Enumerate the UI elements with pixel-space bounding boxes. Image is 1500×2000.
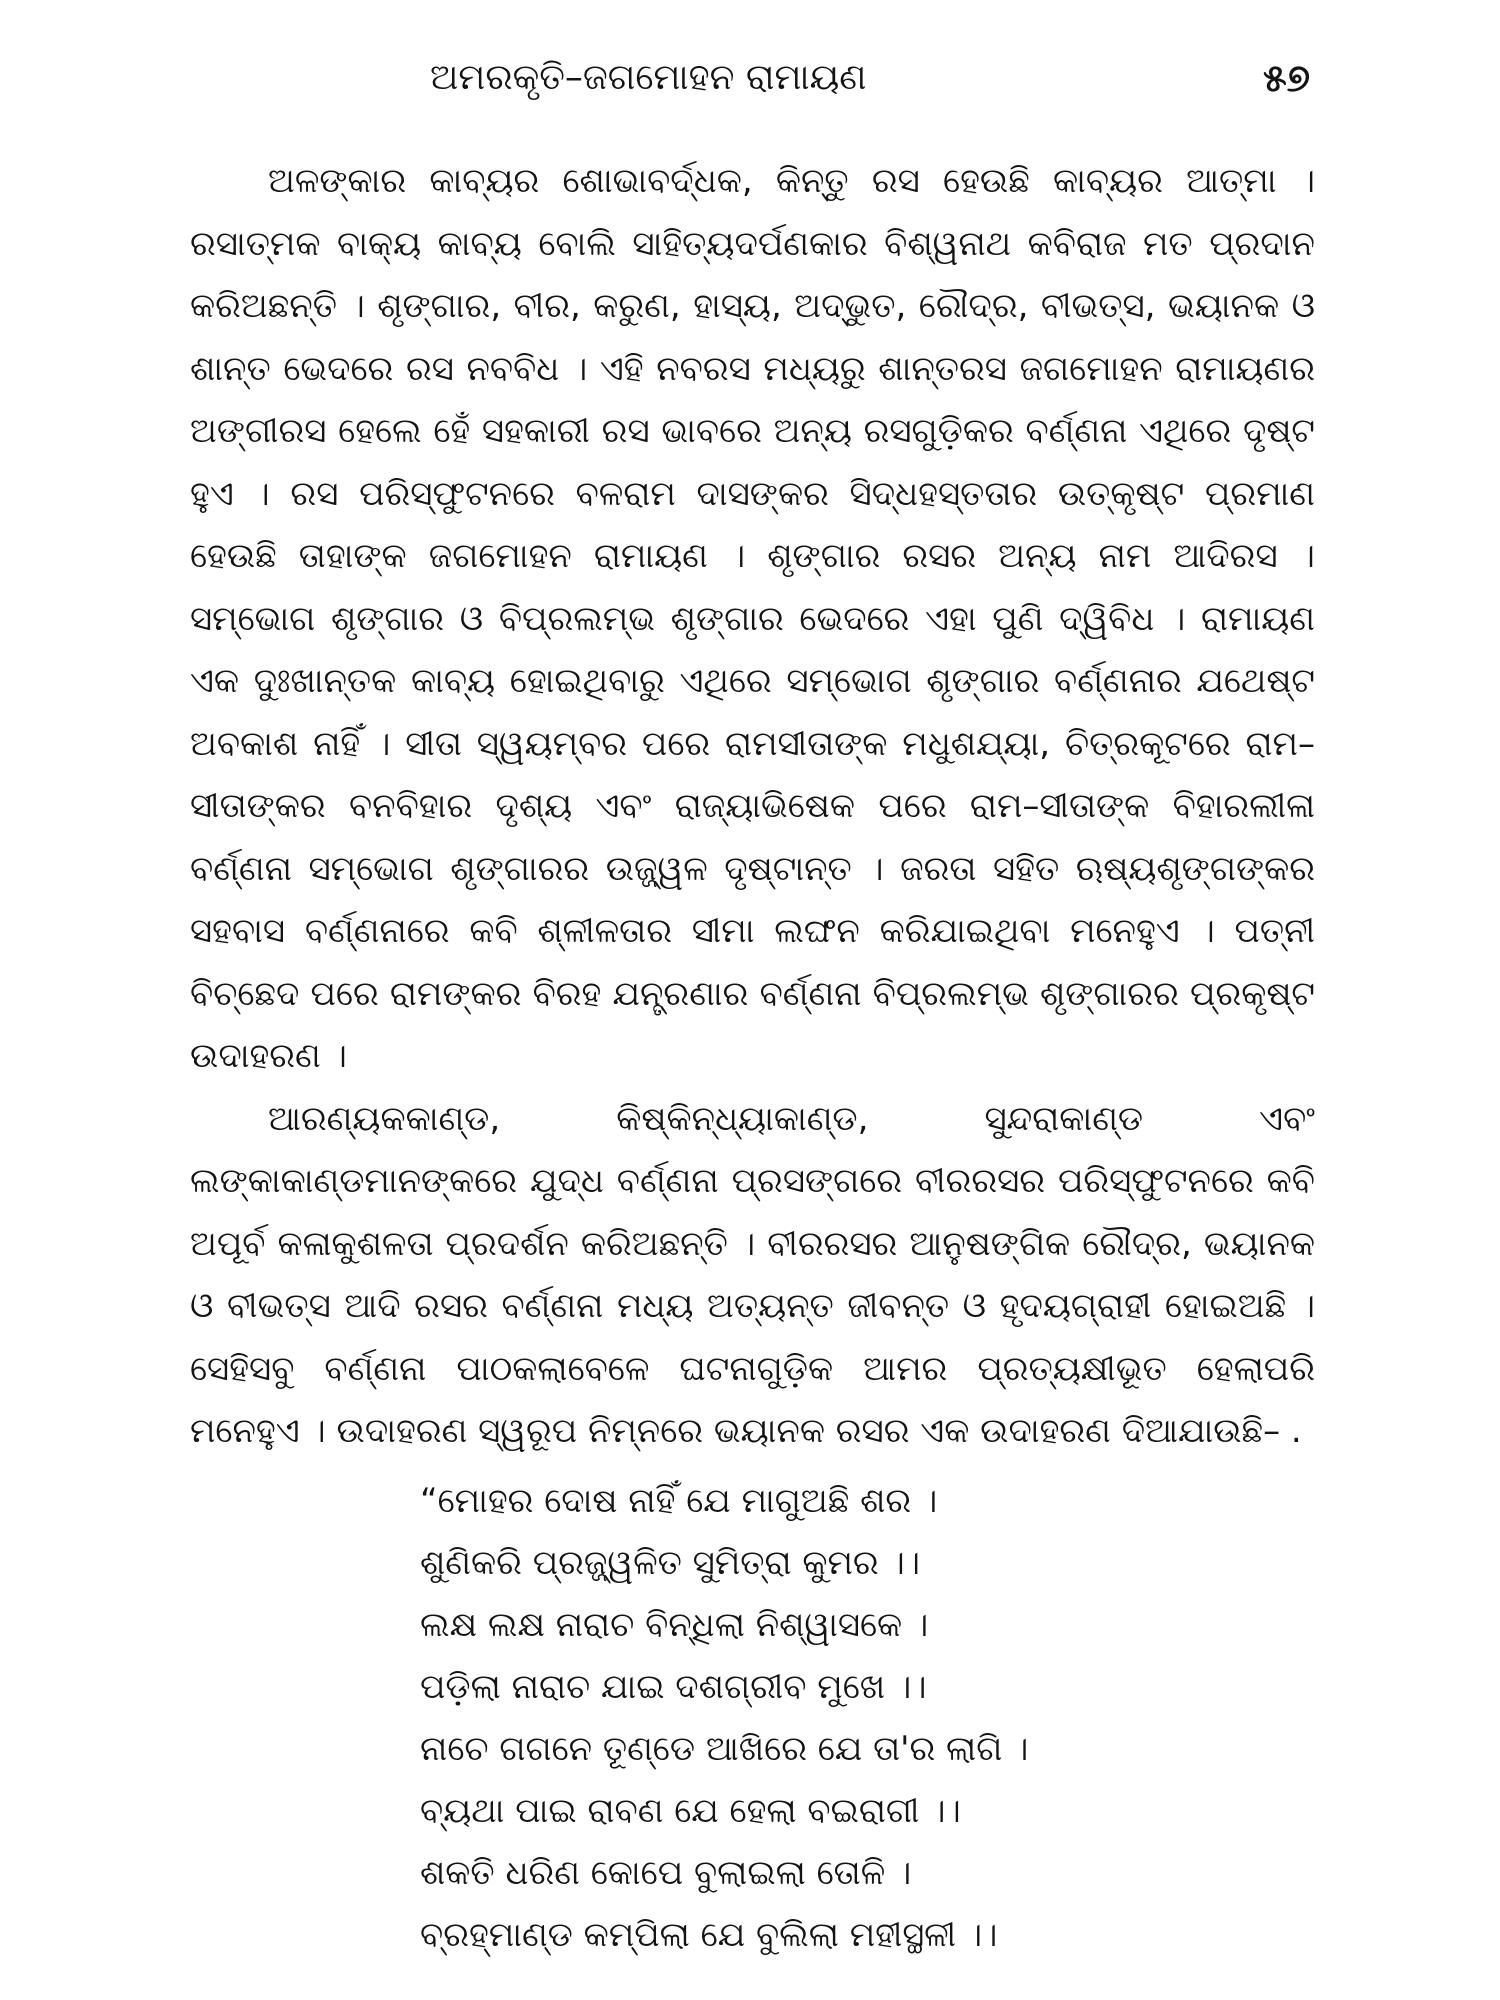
verse-line: ଶୁଣିକରି ପ୍ରଜ୍ଜ୍ୱଳିତ ସୁମିତ୍ରା କୁମର ।।	[420, 1543, 921, 1583]
verse-line: ବ୍ରହ୍ମାଣ୍ଡ କମ୍ପିଲା ଯେ ବୁଲିଲା ମହୀସ୍ଥଳୀ ।।	[420, 1915, 998, 1955]
paragraph: ଅଳଙ୍କାର କାବ୍ୟର ଶୋଭାବର୍ଦ୍ଧକ, କିନ୍ତୁ ରସ ହେଉଛି କାବ୍ୟର ଆତ୍ମା । ରସାତ୍ମକ ବାକ୍ୟ କାବ୍ୟ ବୋଲି ସାହିତ୍ୟଦର୍ପଣକାର ବିଶ୍ୱନାଥ କବିରାଜ ମତ ପ୍ରଦାନ କରିଅଛନ୍ତି । ଶୃଙ୍ଗାର, ବୀର, କରୁଣ, ହାସ୍ୟ, ଅଦ୍ଭୁତ, ରୌଦ୍ର, ବୀଭତ୍ସ, ଭୟାନକ ଓ ଶାନ୍ତ ଭେଦରେ ରସ ନବବିଧ । ଏହି ନବରସ ମଧ୍ୟରୁ ଶାନ୍ତରସ ଜଗମୋହନ ରାମାୟଣର ଅଙ୍ଗୀରସ ହେଲେ ହେଁ ସହକାରୀ ରସ ଭାବରେ ଅନ୍ୟ ରସଗୁଡ଼ିକର ବର୍ଣ୍ଣନା ଏଥିରେ ଦୃଷ୍ଟ ହୁଏ । ରସ ପରିସ୍ଫୁଟନରେ ବଳରାମ ଦାସଙ୍କର ସିଦ୍ଧହସ୍ତତାର ଉତ୍କୃଷ୍ଟ ପ୍ରମାଣ ହେଉଛି ତାହାଙ୍କ ଜଗମୋହନ ରାମାୟଣ । ଶୃଙ୍ଗାର ରସର ଅନ୍ୟ ନାମ ଆଦିରସ । ସମ୍ଭୋଗ ଶୃଙ୍ଗାର ଓ ବିପ୍ରଲମ୍ଭ ଶୃଙ୍ଗାର ଭେଦରେ ଏହା ପୁଣି ଦ୍ୱିବିଧ । ରାମାୟଣ ଏକ ଦୁଃଖାନ୍ତକ କାବ୍ୟ ହୋଇଥିବାରୁ ଏଥିରେ ସମ୍ଭୋଗ ଶୃଙ୍ଗାର ବର୍ଣ୍ଣନାର ଯଥେଷ୍ଟ ଅବକାଶ ନାହିଁ । ସୀତା ସ୍ୱୟମ୍ବର ପରେ ରାମସୀତାଙ୍କ ମଧୁଶଯ୍ୟା, ଚିତ୍ରକୂଟରେ ରାମ–ସୀତାଙ୍କର ବନବିହାର ଦୃଶ୍ୟ ଏବଂ ରାଜ୍ୟାଭିଷେକ ପରେ ରାମ–ସୀତାଙ୍କ ବିହାରଲୀଳା ବର୍ଣ୍ଣନା ସମ୍ଭୋଗ ଶୃଙ୍ଗାରର ଉଜ୍ଜ୍ୱଳ ଦୃଷ୍ଟାନ୍ତ । ଜରତା ସହିତ ଋଷ୍ୟଶୃଙ୍ଗଙ୍କର ସହବାସ ବର୍ଣ୍ଣନାରେ କବି ଶ୍ଳୀଳତାର ସୀମା ଲଙ୍ଘନ କରିଯାଇଥିବା ମନେହୁଏ । ପତ୍ନୀ ବିଚ୍ଛେଦ ପରେ ରାମଙ୍କର ବିରହ ଯନ୍ତ୍ରଣାର ବର୍ଣ୍ଣନା ବିପ୍ରଲମ୍ଭ ଶୃଙ୍ଗାରର ପ୍ରକୃଷ୍ଟ ଉଦାହରଣ ।	[190, 161, 1315, 1076]
running-head	[190, 48, 1310, 108]
verse-line: ଲକ୍ଷ ଲକ୍ଷ ନାରାଚ ବିନ୍ଧିଲା ନିଶ୍ୱାସକେ ।	[420, 1605, 929, 1645]
verse-line: ପଡ଼ିଲା ନାରାଚ ଯାଇ ଦଶଗ୍ରୀବ ମୁଖେ ।।	[420, 1667, 927, 1707]
paragraph: ଆରଣ୍ୟକକାଣ୍ଡ, କିଷ୍କିନ୍ଧ୍ୟାକାଣ୍ଡ, ସୁନ୍ଦରାକାଣ୍ଡ ଏବଂ ଲଙ୍କାକାଣ୍ଡମାନଙ୍କରେ ଯୁଦ୍ଧ ବର୍ଣ୍ଣନା ପ୍ରସଙ୍ଗରେ ବୀରରସର ପରିସ୍ଫୁଟନରେ କବି ଅପୂର୍ବ କଳାକୁଶଳତା ପ୍ରଦର୍ଶନ କରିଅଛନ୍ତି । ବୀରରସର ଆନୁଷଙ୍ଗିକ ରୌଦ୍ର, ଭୟାନକ ଓ ବୀଭତ୍ସ ଆଦି ରସର ବର୍ଣ୍ଣନା ମଧ୍ୟ ଅତ୍ୟନ୍ତ ଜୀବନ୍ତ ଓ ହୃଦୟଗ୍ରାହୀ ହୋଇଅଛି । ସେହିସବୁ ବର୍ଣ୍ଣନା ପାଠକଲାବେଳେ ଘଟନାଗୁଡ଼ିକ ଆମର ପ୍ରତ୍ୟକ୍ଷୀଭୂତ ହେଲାପରି ମନେହୁଏ । ଉଦାହରଣ ସ୍ୱରୂପ ନିମ୍ନରେ ଭୟାନକ ରସର ଏକ ଉଦାହରଣ ଦିଆଯାଉଛି– .	[190, 1098, 1315, 1451]
body-text	[190, 150, 1315, 1463]
verse-line: ବ୍ୟଥା ପାଇ ରାବଣ ଯେ ହେଲା ବଇରାଗୀ ।।	[420, 1791, 961, 1831]
verse-line: ଶକତି ଧରିଣ କୋପେ ବୁଲାଇଲା ତୋଳି ।	[420, 1853, 912, 1893]
verse-line: ନାଚେ ଗଗନେ ତୂଣ୍ଡେ ଆଖିରେ ଯେ ତା'ର ଲାଗି ।	[420, 1729, 1029, 1769]
running-title: ଅମରକୃତି–ଜଗମୋହନ ରାମାୟଣ	[430, 57, 867, 98]
verse-quotation	[420, 1470, 1300, 1966]
verse-line: “ମୋହର ଦୋଷ ନାହିଁ ଯେ ମାଗୁଅଛି ଶର ।	[420, 1481, 938, 1521]
page-number: ୫୭	[1263, 56, 1310, 100]
